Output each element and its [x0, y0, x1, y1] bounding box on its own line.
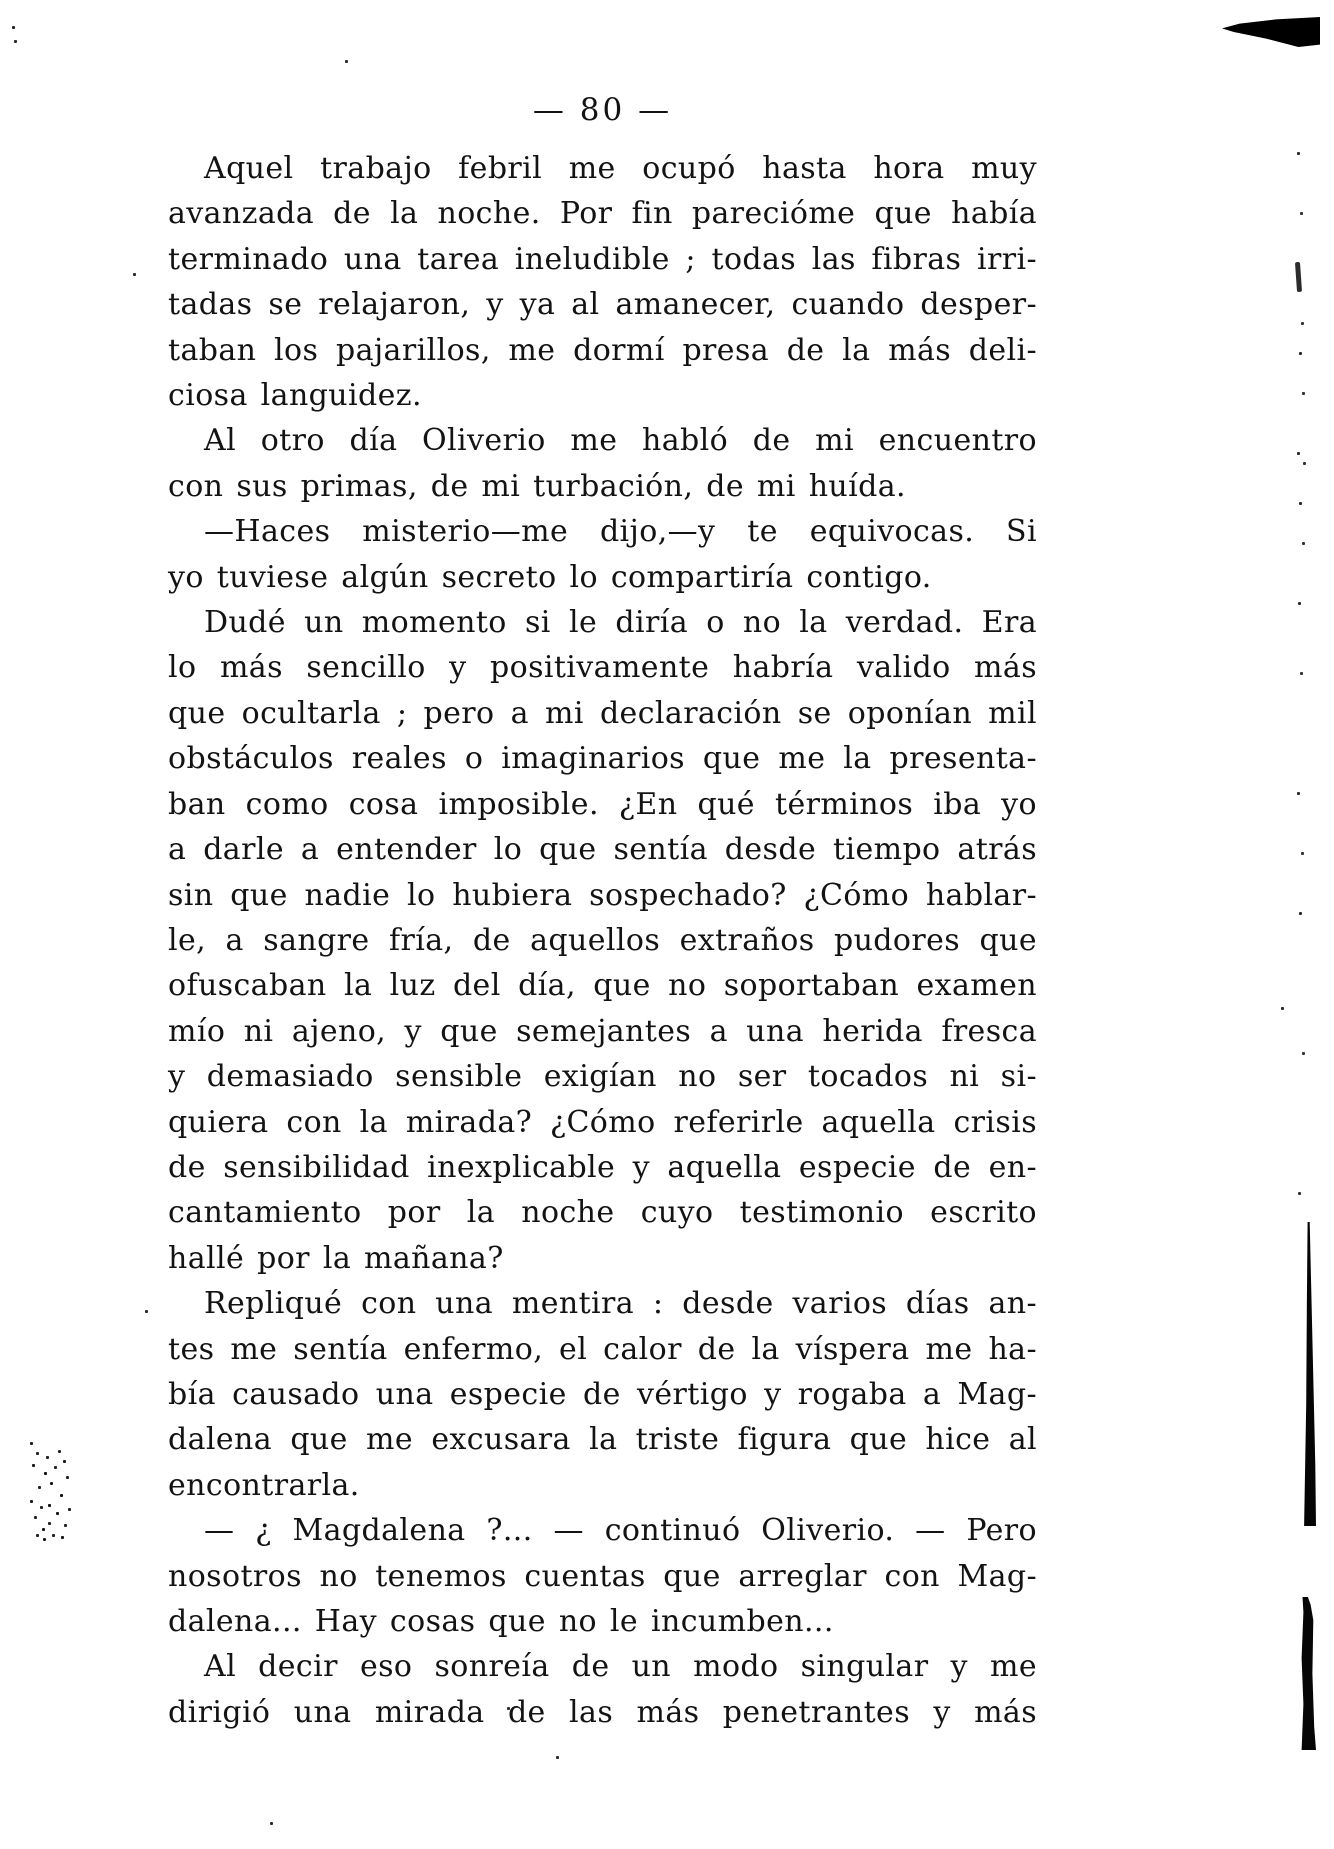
text-line: con sus primas, de mi turbación, de mi huída. [168, 468, 906, 504]
scan-edge-streak-upper [1302, 1222, 1316, 1526]
text-line: nosotros no tenemos cuentas que arreglar con Mag- [168, 1558, 1037, 1594]
torn-corner-ink-mark [1222, 17, 1320, 47]
text-line: ciosa languidez. [168, 378, 422, 414]
text-line: obstáculos reales o imaginarios que me la presenta- [168, 741, 1037, 777]
margin-ink-dash [1295, 262, 1302, 292]
text-line: Repliqué con una mentira : desde varios días an- [204, 1286, 1037, 1322]
text-line: Al decir eso sonreía de un modo singular y me [204, 1649, 1037, 1685]
text-line: taban los pajarillos, me dormí presa de la más deli- [168, 332, 1037, 368]
page-number: — 80 — [532, 92, 673, 128]
body-text-block [168, 146, 1037, 1735]
text-line: ban como cosa imposible. ¿En qué términos iba yo [168, 786, 1037, 822]
text-line: dalena que me excusara la triste figura que hice al [168, 1422, 1037, 1458]
text-line: yo tuviese algún secreto lo compartiría contigo. [168, 559, 932, 595]
text-line: dalena... Hay cosas que no le incumben... [168, 1604, 834, 1639]
text-line: Dudé un momento si le diría o no la verdad. Era [204, 605, 1037, 641]
right-margin-speckles [1297, 152, 1300, 155]
text-line: dirigió una mirada de las más penetrantes y más [168, 1694, 1037, 1730]
text-line: —Haces misterio—me dijo,—y te equivocas. Si [204, 514, 1037, 550]
text-line: tadas se relajaron, y ya al amanecer, cuando desper- [168, 287, 1037, 323]
left-margin-ink-smudge [30, 1442, 33, 1445]
text-line: Aquel trabajo febril me ocupó hasta hora muy [204, 151, 1037, 186]
text-line: quiera con la mirada? ¿Cómo referirle aquella crisis [168, 1104, 1037, 1140]
text-line: le, a sangre fría, de aquellos extraños pudores que [168, 922, 1037, 958]
text-line: y demasiado sensible exigían no ser tocados ni si- [168, 1059, 1037, 1095]
text-line: tes me sentía enfermo, el calor de la víspera me ha- [168, 1331, 1037, 1367]
text-line: cantamiento por la noche cuyo testimonio escrito [168, 1195, 1037, 1231]
text-line: — ¿ Magdalena ?... — continuó Oliverio. — Pero [204, 1513, 1037, 1549]
text-line: que ocultarla ; pero a mi declaración se oponían mil [168, 695, 1037, 731]
text-line: lo más sencillo y positivamente habría valido más [168, 650, 1037, 686]
text-line: sin que nadie lo hubiera sospechado? ¿Cómo hablar- [168, 877, 1037, 913]
text-line: de sensibilidad inexplicable y aquella especie de en- [168, 1149, 1037, 1185]
text-line: terminado una tarea ineludible ; todas las fibras irri- [168, 241, 1037, 277]
text-line: hallé por la mañana? [168, 1240, 504, 1276]
text-line: mío ni ajeno, y que semejantes a una herida fresca [168, 1013, 1037, 1049]
text-line: avanzada de la noche. Por fin parecióme que había [168, 196, 1037, 232]
text-line: a darle a entender lo que sentía desde tiempo atrás [168, 832, 1037, 868]
text-line: Al otro día Oliverio me habló de mi encuentro [204, 423, 1037, 459]
text-line: encontrarla. [168, 1467, 360, 1503]
text-line: ofuscaban la luz del día, que no soportaban examen [168, 968, 1037, 1004]
scattered-dust-specks [12, 26, 15, 29]
text-line: bía causado una especie de vértigo y rogaba a Mag- [168, 1376, 1037, 1412]
scan-edge-streak-lower [1298, 1597, 1316, 1750]
